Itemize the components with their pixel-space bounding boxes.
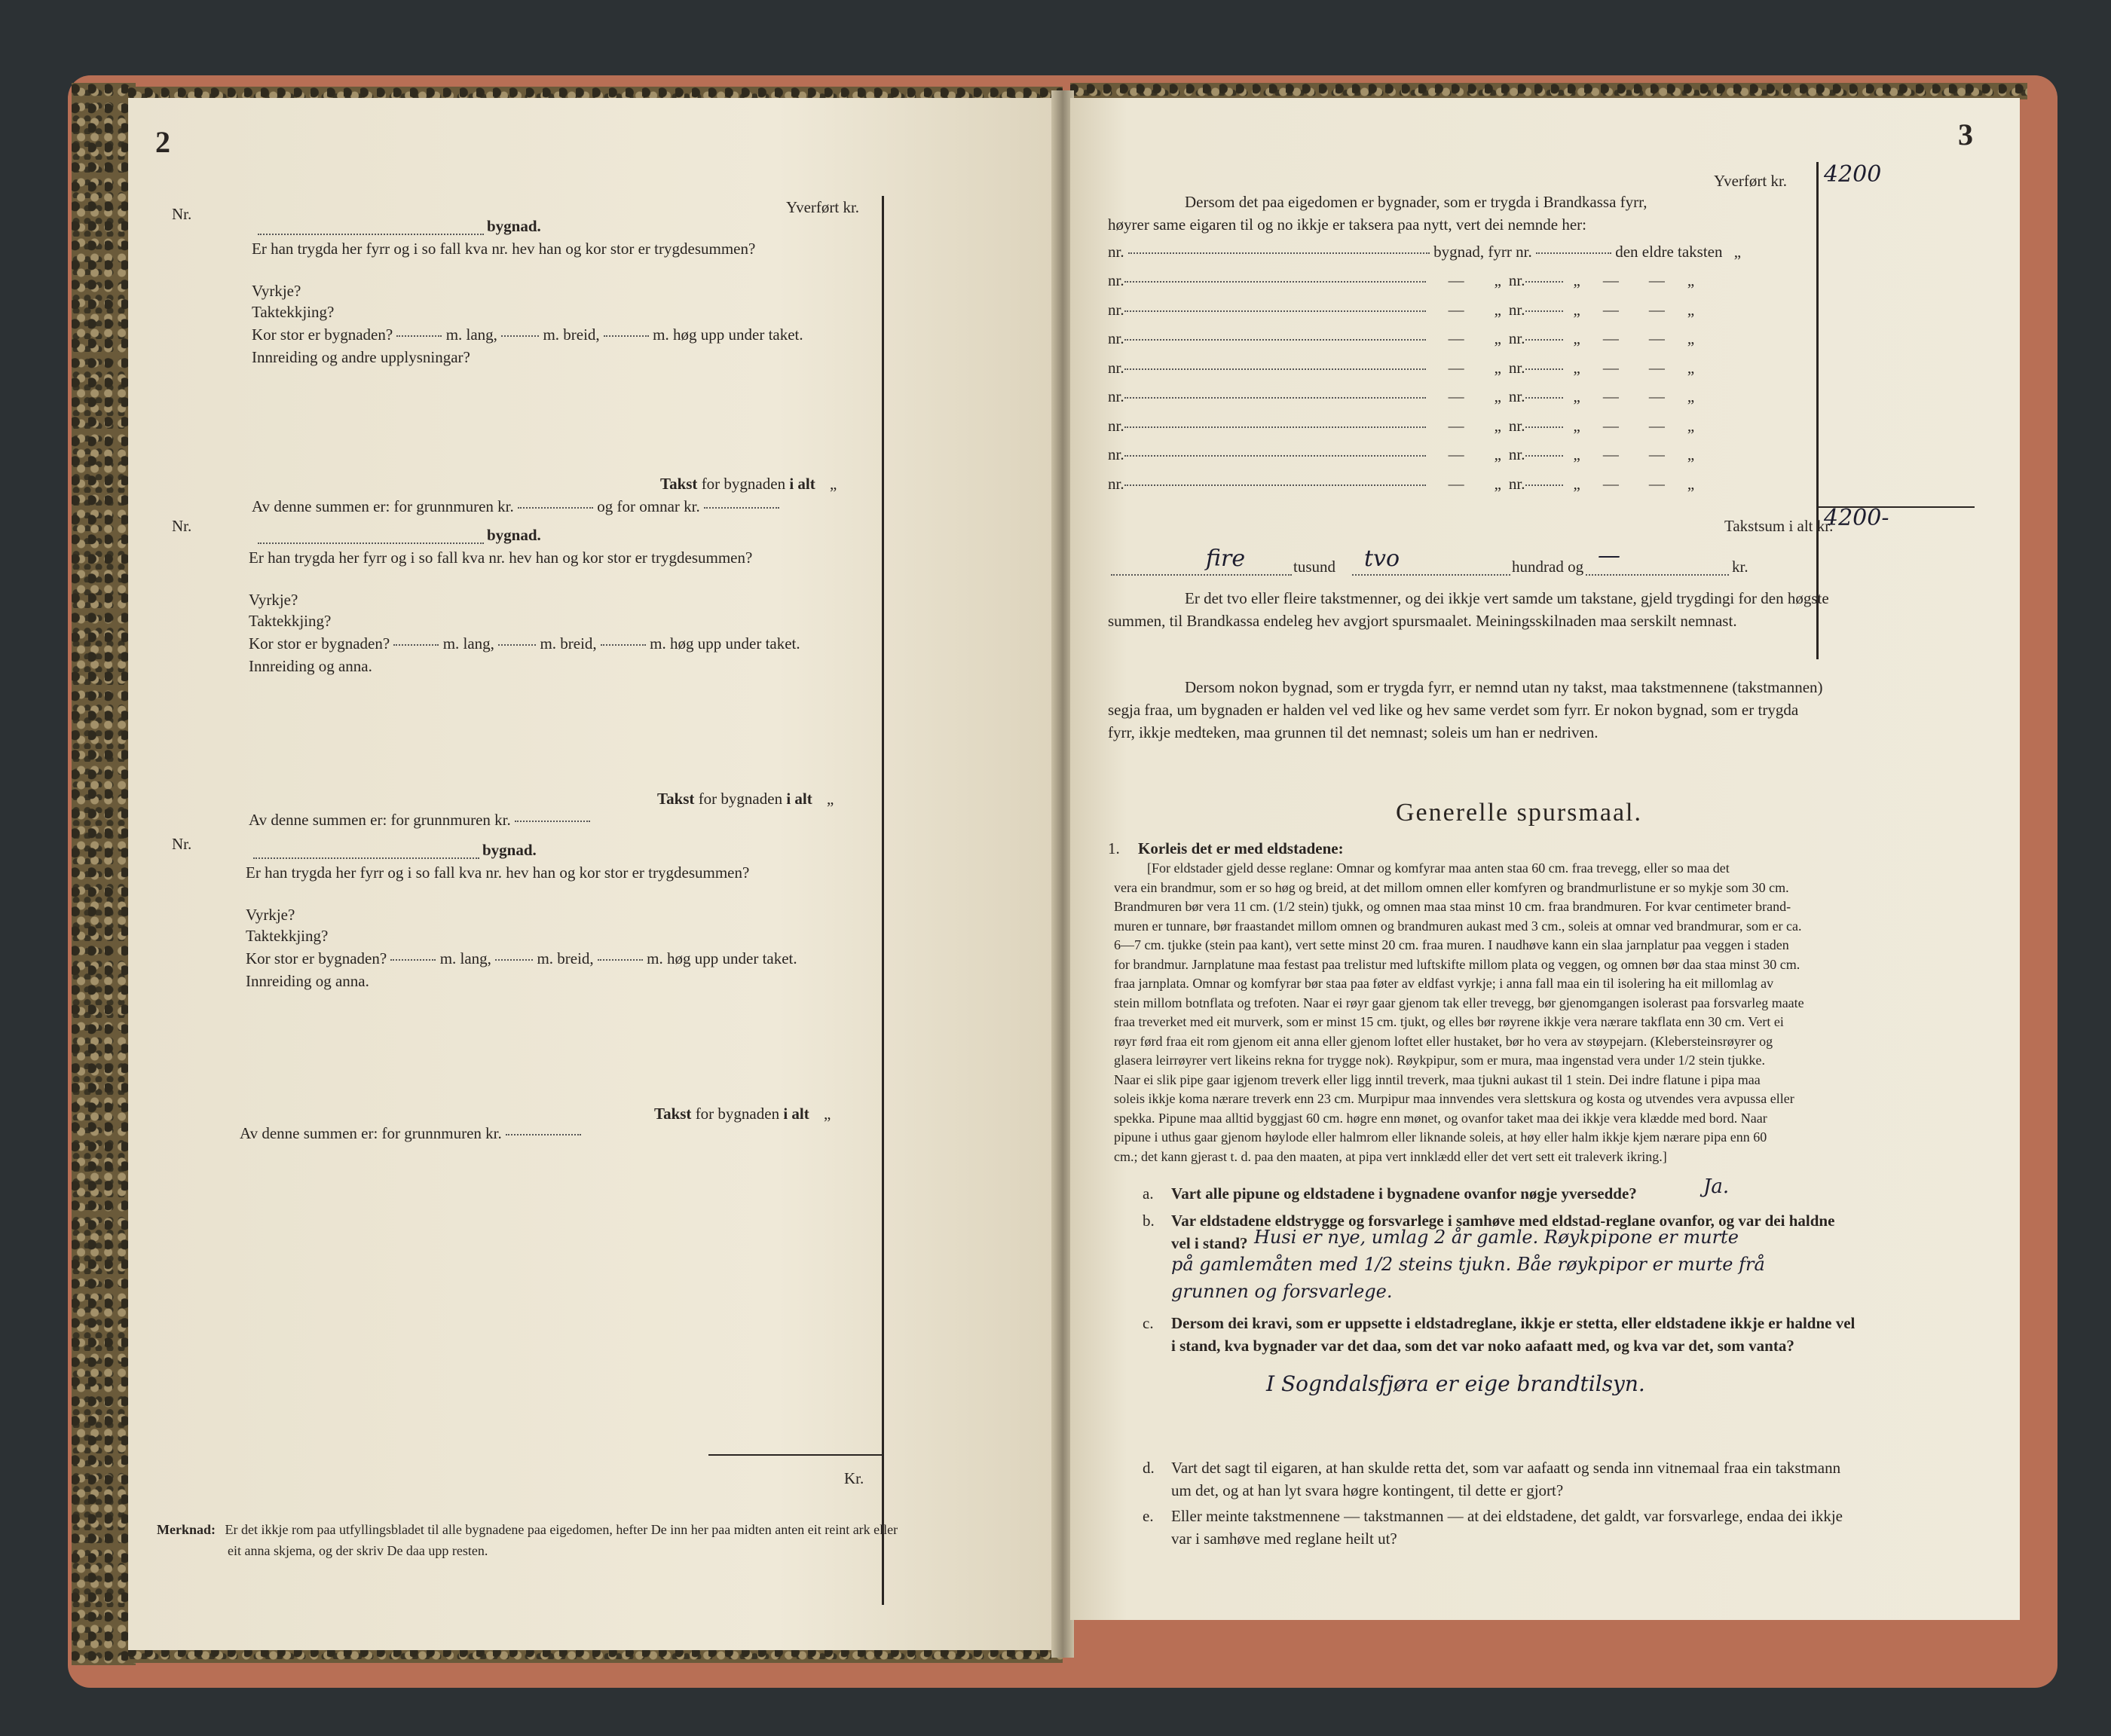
eldre-row [1108,329,1694,348]
row-dash3: — [1648,445,1665,463]
row-nr-field[interactable] [1525,310,1563,312]
row-field[interactable] [1124,368,1426,370]
row-dash2: — [1602,271,1619,289]
q-e-letter: e. [1143,1507,1154,1525]
size-lang: m. lang, [442,634,494,653]
rules-line: [For eldstader gjeld desse reglane: Omnar og komfyrar maa anten staa 60 cm. fraa trevegg, eller so maa det [1147,860,1730,876]
takst-alt: i alt [786,790,812,808]
takstsum-label: Takstsum i alt kr. [1724,517,1834,535]
row-dash: — [1448,387,1464,405]
eldre-row [1108,301,1694,319]
row-q2: „ [1573,416,1580,435]
size-hog: m. høg upp under taket. [653,326,803,344]
right-amount-rule [1816,162,1819,659]
rules-line: muren er tunnare, bør fraastandet millom omnen og brandmuren aukast med 3 cm., soleis at omnar ved brandmurar, som er ca. [1114,918,1802,934]
width-field[interactable] [498,644,536,646]
size-prefix: Kor stor er bygnaden? [246,949,387,967]
entry-1-question: Er han trygda her fyrr og i so fall kva nr. hev han og kor stor er trygdesummen? [252,240,756,258]
row-field[interactable] [1124,426,1426,428]
row-dash: — [1448,300,1464,319]
entry-2-bygnad: bygnad. [487,526,541,544]
height-field[interactable] [598,959,643,961]
size-hog: m. høg upp under taket. [647,949,797,967]
height-field[interactable] [601,644,646,646]
para1-line1: Er det tvo eller fleire takstmenner, og dei ikkje vert samde um takstane, gjeld trygdingi for den høgste [1185,589,1829,607]
q-c-letter: c. [1143,1314,1154,1332]
entry-2-innreiding: Innreiding og anna. [249,657,372,675]
hundrad-value: tvo [1364,546,1400,572]
total-kr-label: Kr. [844,1469,864,1487]
row-q2: „ [1573,387,1580,405]
q-b-answer-3: grunnen og forsvarlege. [1171,1281,1393,1302]
size-breid: m. breid, [537,949,594,967]
takst-quote: „ [830,475,837,493]
row-dash2: — [1602,329,1619,347]
q-d-text-2: um det, og at han lyt svara høgre kontingent, til dette er gjort? [1171,1481,1564,1499]
total-rule [708,1454,883,1456]
para1-line2: summen, til Brandkassa endeleg hev avgjort spursmaalet. Meiningsskilnaden maa serskilt nemnast. [1108,612,1737,630]
row-nr2: nr. [1508,329,1525,347]
rules-line: Brandmuren bør vera 11 cm. (1/2 stein) tjukk, og omnen maa staa minst 10 cm. fraa brandmuren. For kvar centimeter brand- [1114,899,1791,914]
tusund-line[interactable] [1111,574,1292,576]
entry-1-vyrkje: Vyrkje? [252,282,301,300]
entry-2-takst [657,790,834,808]
takst-bold: Takst [654,1105,692,1123]
eldre-row [1108,475,1694,494]
entry-1-size [252,326,803,344]
entry-2-taktekkjing: Taktekkjing? [249,612,332,630]
row-nr-field[interactable] [1525,339,1563,341]
entry-3-bygnad: bygnad. [482,841,537,859]
q-b-answer-1: Husi er nye, umlag 2 år gamle. Røykpipone er murte [1254,1227,1739,1248]
row-nr2: nr. [1508,445,1525,463]
row-dash2: — [1602,300,1619,319]
q-c-text-2: i stand, kva bygnader var det daa, som det var noko aafaatt med, og kva var det, som vanta? [1171,1337,1794,1355]
row-q: „ [1494,358,1501,377]
row-dash: — [1448,474,1464,493]
q-c-answer: I Sogndalsfjøra er eige brandtilsyn. [1266,1371,1645,1396]
width-field[interactable] [495,959,533,961]
eldre-row [1108,359,1694,377]
row-field[interactable] [1124,339,1426,341]
rules-line: spekka. Pipune maa alltid byggjast 60 cm. høgre enn mønet, og ovanfor taket maa dei ikkje vera klædde med bord. Naar [1114,1110,1767,1126]
amount-column-rule [882,196,884,1605]
q-a-text: Vart alle pipune og eldstadene i bygnadene ovanfor nøgje yversedde? [1171,1184,1637,1203]
takst-mid: for bygnaden [698,790,783,808]
grunnmur-field[interactable] [515,821,590,822]
row-nr2: nr. [1508,416,1525,435]
row-nr: nr. [1108,243,1124,261]
entry-1-bygnad: bygnad. [487,217,541,235]
row-dash3: — [1648,416,1665,435]
row-nr-field[interactable] [1525,368,1563,370]
entry-1-taktekkjing: Taktekkjing? [252,303,335,321]
row-nr-field[interactable] [1525,426,1563,428]
row-field[interactable] [1124,281,1426,283]
row-nr-field[interactable] [1525,484,1563,486]
row-dash: — [1448,416,1464,435]
entry-3-bygnad-line[interactable] [253,857,479,859]
q-b-answer-2: på gamlemåten med 1/2 steins tjukn. Båe røykpipor er murte frå [1171,1254,1765,1275]
row-nr2: nr. [1508,358,1525,377]
q-b-text-1: Var eldstadene eldstrygge og forsvarlege i samhøve med eldstad-reglane ovanfor, og var dei haldne [1171,1212,1835,1230]
entry-1-takst [660,475,837,494]
row-q2: „ [1573,271,1580,289]
eldre-row [1108,271,1694,290]
takst-alt: i alt [789,475,815,493]
page-number-right: 3 [1958,118,1973,151]
row-nr-field[interactable] [1525,455,1563,457]
para2-line2: segja fraa, um bygnaden er halden vel ved like og hev same verdet som fyrr. Er nokon bygnad, som er trygda [1108,701,1799,719]
row-nr: nr. [1108,416,1124,435]
q-e-text-2: var i samhøve med reglane heilt ut? [1171,1530,1397,1548]
entry-3-takst [654,1105,831,1123]
row-dash2: — [1602,474,1619,493]
row-nr: nr. [1108,387,1124,405]
rules-line: 6—7 cm. tjukke (stein paa kant), vert sette minst 20 cm. fraa muren. I naudhøve kann ein slaa jarnplatur paa veggen i staden [1114,937,1789,952]
entry-2-size [249,634,800,653]
row-quote: „ [1687,387,1695,405]
row-q: „ [1494,329,1501,347]
q-e-text-1: Eller meinte takstmennene — takstmannen — at dei eldstadene, det galdt, var forsvarlege, endaa dei ikkje [1171,1507,1843,1525]
rules-line: for brandmur. Jarnplatune maa festast paa trelistur med luftskifte millom plata og veggen, og omnen bør daa staa minst 30 cm. [1114,956,1800,972]
row-quote: „ [1687,329,1695,347]
row-q: „ [1494,416,1501,435]
row-dash: — [1448,445,1464,463]
right-page [1070,98,2020,1620]
size-lang: m. lang, [439,949,491,967]
q-b-text-2: vel i stand? [1171,1234,1248,1252]
row-quote: „ [1687,416,1695,435]
row-bygnad: bygnad, fyrr nr. [1433,243,1532,261]
rules-line: fraa treverket med eit murverk, som er minst 15 cm. tjukt, og elles bør røyrene ikkje vera nærare takflata enn 30 cm. Vert ei [1114,1014,1784,1029]
rules-line: røyr førd fraa eit rom gjenom eit anna eller gjenom loftet eller hustaket, bør ho vera av støypejarn. (Klebersteinsrøyrer og [1114,1033,1773,1049]
row-dash2: — [1602,358,1619,377]
kroner-line[interactable] [1586,574,1729,576]
size-prefix: Kor stor er bygnaden? [252,326,393,344]
hundrad-label: hundrad og [1512,558,1584,576]
row-nr2: nr. [1508,271,1525,289]
merknad-line-1 [157,1522,898,1538]
entry-2-question: Er han trygda her fyrr og i so fall kva nr. hev han og kor stor er trygdesummen? [249,549,753,567]
row-dash: — [1448,329,1464,347]
row-nr: nr. [1108,300,1124,319]
yverfort-value: 4200 [1824,161,1882,188]
top-marbled-edge-right [1070,83,2027,99]
row-nr2: nr. [1508,474,1525,493]
summen-label: Av denne summen er: for grunnmuren kr. [249,811,511,829]
row-q: „ [1494,271,1501,289]
row-quote: „ [1733,243,1742,261]
omnar-label: og for omnar kr. [597,497,700,515]
entry-3-innreiding: Innreiding og anna. [246,972,369,990]
size-breid: m. breid, [543,326,600,344]
row-quote: „ [1687,445,1695,463]
merknad-label: Merknad: [157,1522,216,1537]
entry-3-nr: Nr. [172,835,192,853]
row-nr: nr. [1108,474,1124,493]
q1-title: Korleis det er med eldstadene: [1138,839,1344,857]
takst-alt: i alt [783,1105,809,1123]
yverfort-label-right: Yverført kr. [1714,172,1788,190]
q-a-letter: a. [1143,1184,1154,1203]
row-dash3: — [1648,474,1665,493]
entry-2-summen [249,811,590,830]
row-dash3: — [1648,271,1665,289]
row-dash3: — [1648,300,1665,319]
takst-quote: „ [824,1105,831,1123]
rules-paragraph [1114,859,1981,1166]
rules-line: Naar ei slik pipe gaar igjenom treverk eller ligg inntil treverk, maa tjukni aukast til 1 stein. Dei indre flatune i pipa maa [1114,1071,1761,1087]
grunnmur-field[interactable] [506,1134,581,1135]
row-nr-field[interactable] [1525,281,1563,283]
row-nr: nr. [1108,358,1124,377]
takst-quote: „ [827,790,834,808]
yverfort-label-left: Yverført kr. [786,198,860,216]
summen-label: Av denne summen er: for grunnmuren kr. [240,1124,502,1142]
row-field[interactable] [1124,484,1426,486]
para2-line3: fyrr, ikkje medteken, maa grunnen til det nemnast; soleis um han er nedriven. [1108,723,1599,741]
row-q: „ [1494,300,1501,319]
intro-line-2: høyrer same eigaren til og no ikkje er taksera paa nytt, vert dei nemnde her: [1108,215,1587,234]
rules-line: soleis ikkje koma nærare treverk enn 23 cm. Murpipur maa innvendes vera slettskura og kosta og utvendes vera avpussa eller [1114,1091,1794,1106]
row-q: „ [1494,387,1501,405]
rules-line: vera ein brandmur, som er so høg og breid, at det millom omnen eller komfyren og brandmurlistune er so mykje som 30 cm. [1114,879,1789,895]
eldre-row [1108,445,1694,464]
q-d-text-1: Vart det sagt til eigaren, at han skulde retta det, som var aafaatt og senda inn vitnemaal fraa ein takstmann [1171,1459,1841,1477]
row-q2: „ [1573,329,1580,347]
rules-line: cm.; det kann gjerast t. d. paa den maaten, at pipa vert innklædd eller det vert sett eit traleverk ikring.] [1114,1148,1667,1164]
entry-2-vyrkje: Vyrkje? [249,591,298,609]
q-d-letter: d. [1143,1459,1155,1477]
q-c-text-1: Dersom dei kravi, som er uppsette i eldstadreglane, ikkje er stetta, eller eldstadene ikkje er haldne vel [1171,1314,1856,1332]
entry-3-taktekkjing: Taktekkjing? [246,927,329,945]
row-dash2: — [1602,387,1619,405]
eldre-row [1108,387,1694,406]
entry-3-vyrkje: Vyrkje? [246,906,295,924]
width-field[interactable] [501,335,539,337]
intro-line-1: Dersom det paa eigedomen er bygnader, som er trygda i Brandkassa fyrr, [1185,193,1647,211]
row-q2: „ [1573,474,1580,493]
takstsum-value: 4200- [1824,505,1889,531]
row-field[interactable] [1124,397,1426,399]
row-q2: „ [1573,300,1580,319]
tusund-label: tusund [1293,558,1336,576]
entry-3-summen [240,1124,581,1143]
eldre-row [1108,417,1694,436]
row-dash: — [1448,271,1464,289]
takst-bold: Takst [657,790,695,808]
kroner-label: kr. [1732,558,1748,576]
page-number-left: 2 [155,125,170,159]
row-dash3: — [1648,387,1665,405]
row-q2: „ [1573,445,1580,463]
row-nr2: nr. [1508,300,1525,319]
row-nr: nr. [1108,445,1124,463]
row-nr-field[interactable] [1525,397,1563,399]
row-nr-field[interactable] [1536,252,1611,254]
row-field[interactable] [1124,310,1426,312]
q-b-letter: b. [1143,1212,1155,1230]
hundrad-line[interactable] [1352,574,1510,576]
grunnmur-field[interactable] [518,507,593,509]
row-q: „ [1494,445,1501,463]
omnar-field[interactable] [704,507,779,509]
rules-line: glasera leirrøyrer vert likeins rekna for trygge nok). Røykpipur, som er mura, maa ingenstad vera under 1/2 stein tjukke. [1114,1053,1766,1068]
row-nr: nr. [1108,271,1124,289]
left-marbled-edge [72,83,136,1665]
length-field[interactable] [396,335,442,337]
row-dash3: — [1648,329,1665,347]
entry-1-summen [252,497,779,516]
para2-line1: Dersom nokon bygnad, som er trygda fyrr, er nemnd utan ny takst, maa takstmennene (takstmannen) [1185,678,1823,696]
q1-number: 1. [1108,839,1120,857]
length-field[interactable] [393,644,439,646]
size-prefix: Kor stor er bygnaden? [249,634,390,653]
size-breid: m. breid, [540,634,597,653]
takst-mid: for bygnaden [701,475,786,493]
size-hog: m. høg upp under taket. [650,634,800,653]
row-q: „ [1494,474,1501,493]
row-dash3: — [1648,358,1665,377]
entry-3-size [246,949,797,968]
summen-label: Av denne summen er: for grunnmuren kr. [252,497,514,515]
row-dash2: — [1602,445,1619,463]
takst-bold: Takst [660,475,698,493]
eldre-row-first [1108,243,1741,261]
row-nr2: nr. [1508,387,1525,405]
kroner-value: — [1598,542,1620,569]
rules-line: stein millom botnflata og trefoten. Naar ei røyr gaar gjenom tak eller trevegg, bør gjenomgangen isolerast paa forsvarleg maate [1114,995,1804,1010]
rules-line: fraa jarnplata. Omnar og komfyrar bør staa paa føter av eldfast vyrkje; i anna fall maa ein til isolering ha eit millomlag av [1114,976,1774,991]
entry-1-nr: Nr. [172,205,192,223]
entry-1-innreiding: Innreiding og andre upplysningar? [252,348,470,366]
row-quote: „ [1687,358,1695,377]
entry-3-question: Er han trygda her fyrr og i so fall kva nr. hev han og kor stor er trygdesummen? [246,863,750,882]
row-nr: nr. [1108,329,1124,347]
length-field[interactable] [390,959,436,961]
size-lang: m. lang, [445,326,497,344]
rules-line: pipune i uthus gaar gjenom høylode eller halmrom eller liknande soleis, at høy eller halm ikkje kjem nærare pipa enn 60 [1114,1129,1767,1145]
entry-2-nr: Nr. [172,517,192,535]
section-title: Generelle spursmaal. [1396,799,1642,827]
merknad-text-1: Er det ikkje rom paa utfyllingsbladet til alle bygnadene paa eigedomen, hefter De inn her paa midten anten eit reint ark eller [225,1522,898,1537]
row-quote: „ [1687,300,1695,319]
q-a-answer: Ja. [1703,1175,1730,1198]
entry-1-bygnad-line[interactable] [258,234,484,235]
row-field[interactable] [1124,455,1426,457]
row-quote: „ [1687,474,1695,493]
entry-2-bygnad-line[interactable] [258,542,484,544]
row-quote: „ [1687,271,1695,289]
merknad-line-2: eit anna skjema, og der skriv De daa upp resten. [228,1543,488,1558]
row-dash: — [1448,358,1464,377]
height-field[interactable] [604,335,649,337]
row-eldre: den eldre taksten [1615,243,1723,261]
row-field[interactable] [1128,252,1430,254]
row-dash2: — [1602,416,1619,435]
left-page [128,98,1055,1650]
takst-mid: for bygnaden [695,1105,780,1123]
tusund-value: fire [1206,546,1246,572]
row-q2: „ [1573,358,1580,377]
